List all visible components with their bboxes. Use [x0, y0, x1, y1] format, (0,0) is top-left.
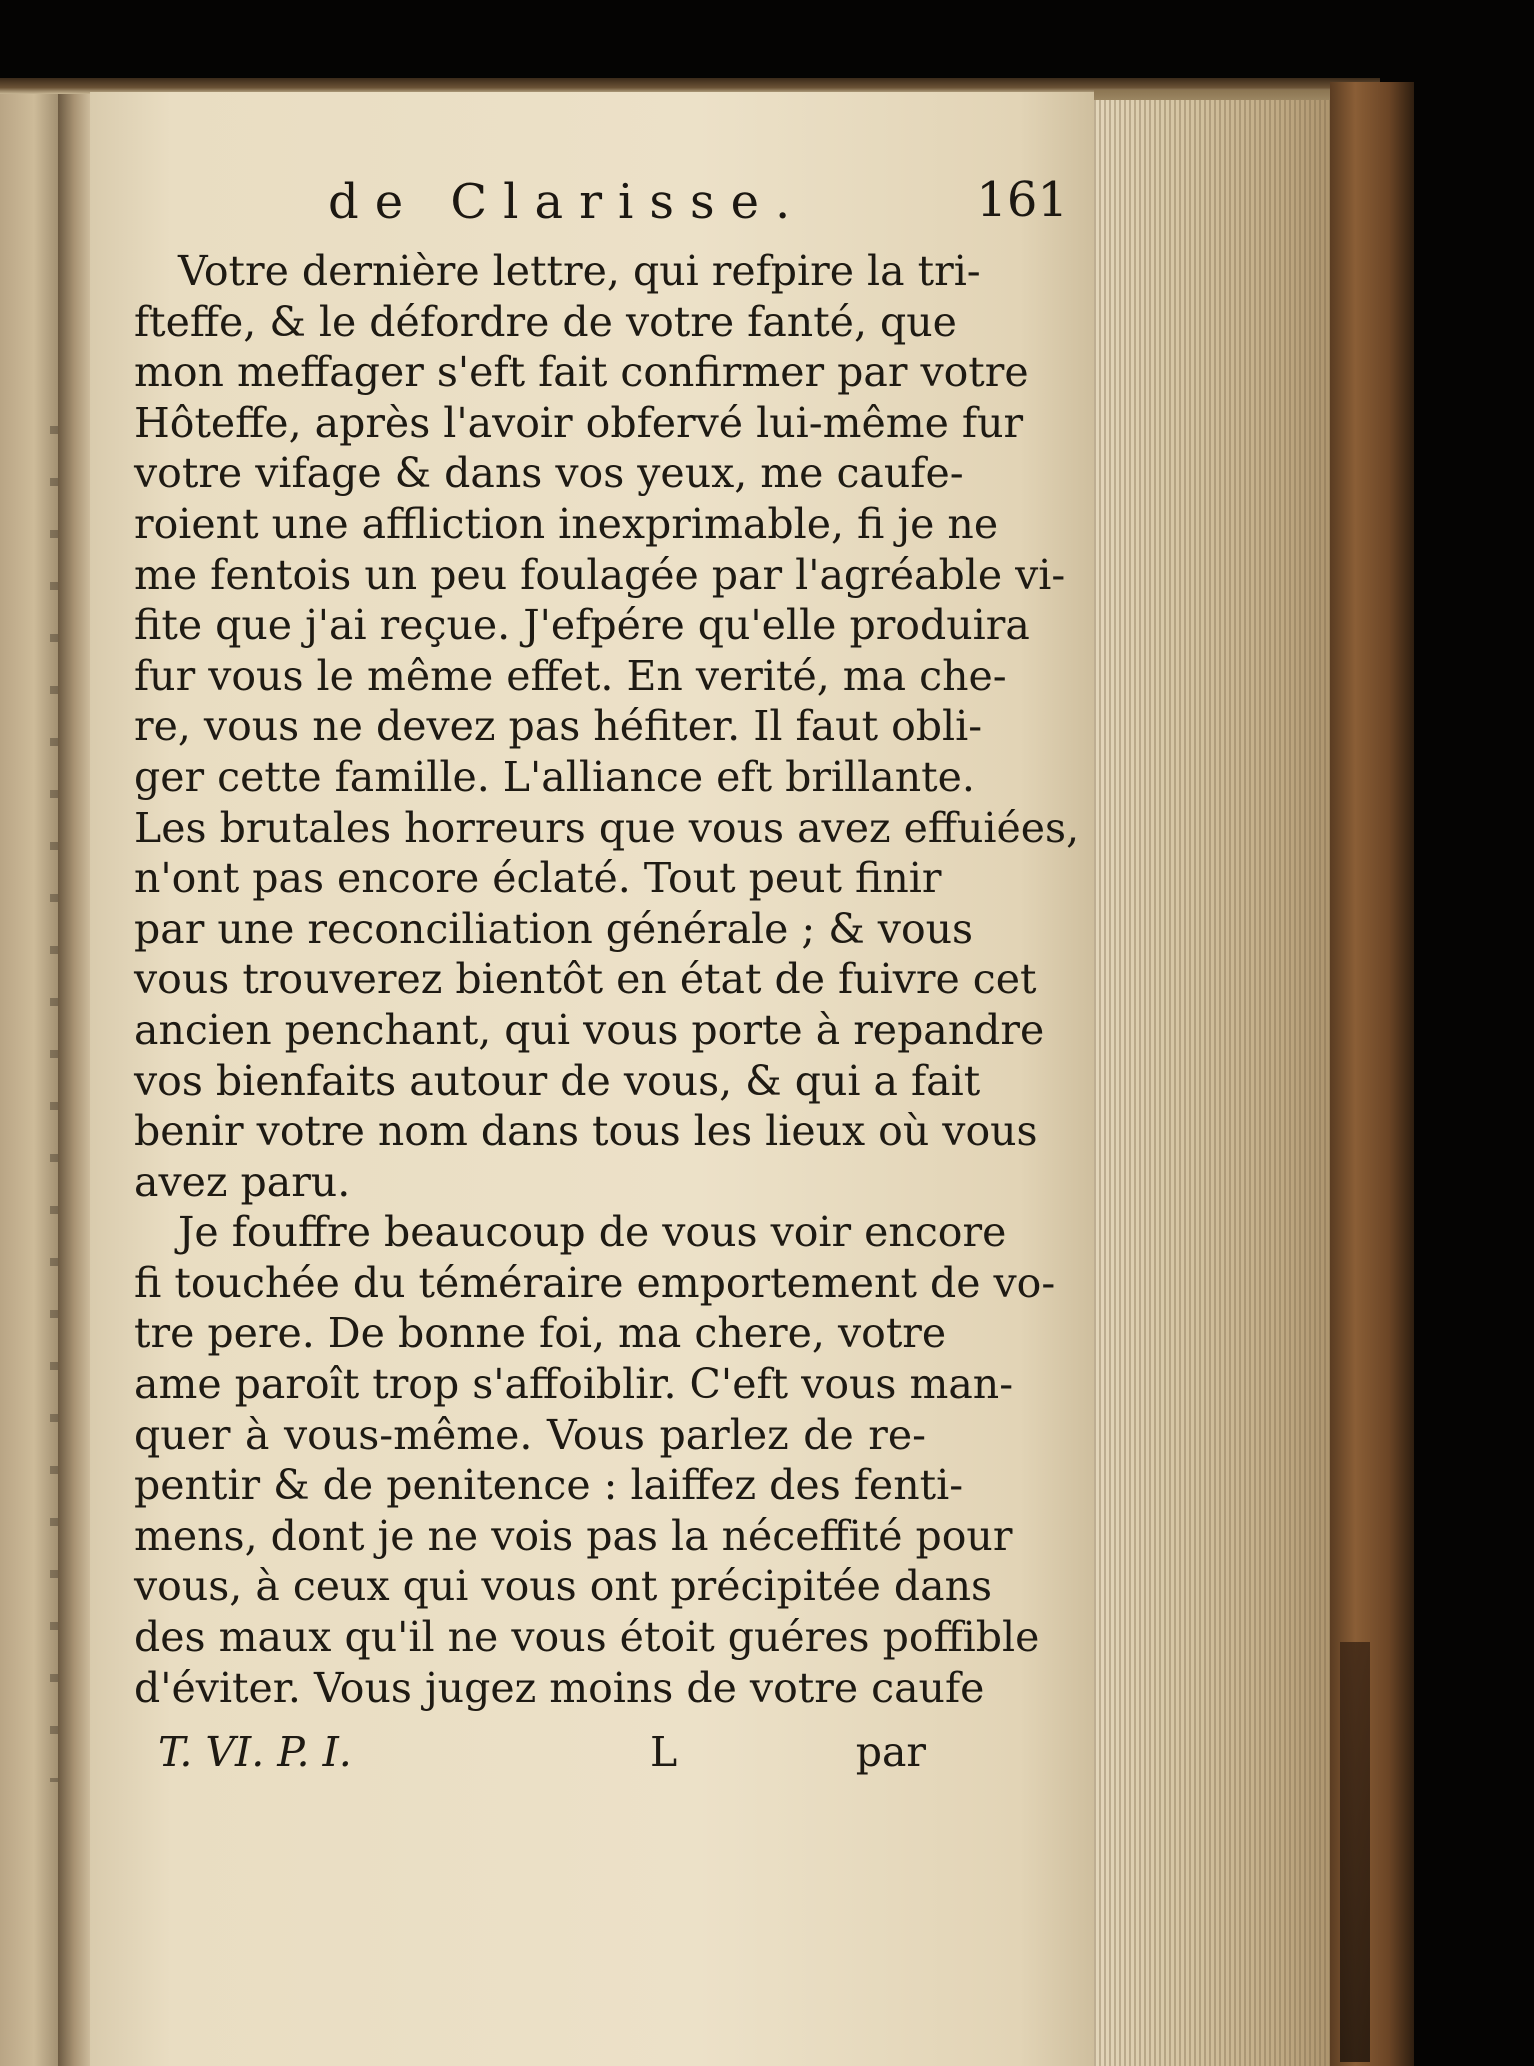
- text-line: fur vous le même effet. En verité, ma che-: [134, 651, 1007, 700]
- previous-page-edge: [0, 82, 62, 2066]
- text-line: ancien penchant, qui vous porte à repandre: [134, 1005, 1045, 1054]
- text-line: Votre dernière lettre, qui refpire la tri-: [178, 247, 981, 295]
- text-line: fteffe, & le défordre de votre fanté, que: [134, 297, 957, 346]
- text-line: mon meffager s'eft fait confirmer par votre: [134, 348, 1029, 397]
- previous-page-text-edge: [50, 382, 58, 1782]
- page-block-fore-edge: [1094, 100, 1344, 2066]
- text-line: Hôteffe, après l'avoir obfervé lui-même fur: [134, 398, 1024, 447]
- signature-mark: T. VI. P. I.: [158, 1728, 352, 1776]
- text-line: re, vous ne devez pas héfiter. Il faut obli-: [134, 702, 983, 751]
- running-title: de Clarisse.: [328, 174, 807, 230]
- page-number: 161: [976, 172, 1068, 228]
- text-line: benir votre nom dans tous les lieux où vous: [134, 1107, 1038, 1156]
- text-line: me fentois un peu foulagée par l'agréable vi-: [134, 550, 1066, 599]
- gathering-letter: L: [650, 1728, 678, 1776]
- text-line: vos bienfaits autour de vous, & qui a fait: [134, 1056, 981, 1105]
- text-line: Je fouffre beaucoup de vous voir encore: [178, 1208, 1007, 1257]
- text-line: votre vifage & dans vos yeux, me caufe-: [134, 449, 964, 498]
- text-line: vous trouverez bientôt en état de fuivre cet: [134, 955, 1037, 1004]
- text-line: des maux qu'il ne vous étoit guéres poffible: [134, 1613, 1040, 1662]
- catchword: par: [855, 1728, 926, 1776]
- page-footer: [134, 1728, 926, 1784]
- leather-cover-edge: [1330, 82, 1414, 2066]
- text-line: fi touchée du téméraire emportement de vo-: [134, 1258, 1056, 1307]
- text-line: par une reconciliation générale ; & vous: [134, 904, 974, 953]
- text-line: quer à vous-même. Vous parlez de re-: [134, 1410, 926, 1459]
- page-body-text: [134, 246, 1080, 1713]
- binding-gutter: [58, 86, 94, 2066]
- text-line: pentir & de penitence : laiffez des fenti-: [134, 1461, 964, 1510]
- text-line: ame paroît trop s'affoiblir. C'eft vous man-: [134, 1360, 1014, 1409]
- text-line: ger cette famille. L'alliance eft brillante.: [134, 752, 975, 801]
- text-line: roient une affliction inexprimable, fi je ne: [134, 499, 999, 548]
- text-line: fite que j'ai reçue. J'efpére qu'elle produira: [134, 601, 1030, 650]
- text-line: avez paru.: [134, 1157, 351, 1206]
- text-line: vous, à ceux qui vous ont précipitée dans: [134, 1562, 993, 1611]
- text-line: d'éviter. Vous jugez moins de votre caufe: [134, 1663, 985, 1712]
- text-line: mens, dont je ne vois pas la néceffité pour: [134, 1511, 1013, 1560]
- text-line: tre pere. De bonne foi, ma chere, votre: [134, 1309, 947, 1358]
- text-line: n'ont pas encore éclaté. Tout peut finir: [134, 854, 942, 903]
- text-line: Les brutales horreurs que vous avez effuiées,: [134, 803, 1080, 852]
- page-header: [328, 170, 1068, 240]
